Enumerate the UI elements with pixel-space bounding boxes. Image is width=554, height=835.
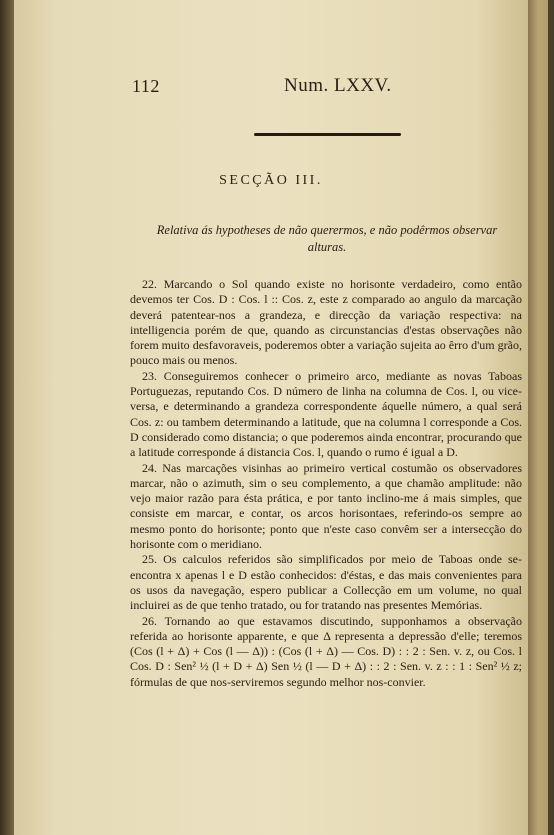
paragraph-26: 26. Tornando ao que estavamos discutindo, supponhamos a observação referida ao horisonte apparente, e que Δ representa a depressão d'elle; teremos (Cos (l + Δ) + Cos (l — Δ)) : (Cos (l + Δ) — Cos. D) : : 2 : Sen. v. z, ou Cos. l Cos. D : Sen² ½ (l + D + Δ) Sen ½ (l — D + Δ) : : 2 : Sen. v. z : : 1 : Sen² ½ z; fórmulas de que nos-serviremos segundo melhor nos-convier. xyxy=(130,613,522,689)
scan-left-edge xyxy=(0,0,14,835)
scan-right-edge xyxy=(548,0,554,835)
page-number: 112 xyxy=(132,76,160,96)
paragraph-25: 25. Os calculos referidos são simplificados por meio de Taboas onde se-encontra x apenas l e D estão conhecidos: d'éstas, e das mais convenientes para os usos da navegação, espero publicar a Collecção em um volume, no qual incluirei as de que tenho tratado, ou for tratando nas presentes Memórias. xyxy=(130,552,522,613)
section-subtitle: Relativa ás hypotheses de não querermos, e não podêrmos observar alturas. xyxy=(156,223,498,254)
section-rule xyxy=(254,133,401,136)
paragraph-24: 24. Nas marcações visinhas ao primeiro vertical costumão os observadores marcar, não o azimuth, sim o seu complemento, a que chamão amplitude: não vejo maior razão para ésta prática, e por tanto inclino-me á mais simples, que consiste em marcar, e contar, os arcos horisontaes, referindo-os sempre ao mesmo ponto do horisonte; ponto que n'este caso convêm ser a intersecção do horisonte com o meridiano. xyxy=(130,460,522,552)
body-text xyxy=(130,277,522,690)
running-head: Num. LXXV. xyxy=(284,75,392,96)
paragraph-22: 22. Marcando o Sol quando existe no horisonte verdadeiro, como então devemos ter Cos. D : Cos. l :: Cos. z, este z comparado ao angulo da marcação deverá patentear-nos a grandeza, e direcção da variação respectiva: na intelligencia porém de que, quando as circunstancias d'estas observações não forem muito desfavoraveis, poderemos obter a variação sujeita ao êrro d'um grão, pouco mais ou menos. xyxy=(130,277,522,368)
paragraph-23: 23. Conseguiremos conhecer o primeiro arco, mediante as novas Taboas Portuguezas, reputando Cos. D número de linha na columna de Cos. l, ou vice-versa, e determinando a grandeza correspondente áquelle número, a qual será Cos. z: ou tambem determinando a latitude, que na columna l corresponde a Cos. D considerado como distancia; o que poderemos ainda encontrar, procurando que a latitude corresponde á distancia Cos. l, quando o rumo é igual a D. xyxy=(130,368,522,460)
book-page xyxy=(14,0,528,835)
section-title: SECÇÃO III. xyxy=(219,173,323,188)
